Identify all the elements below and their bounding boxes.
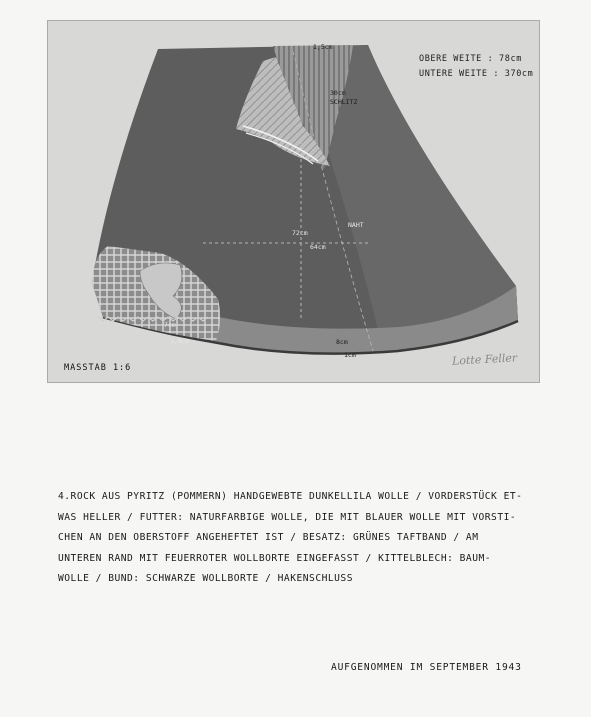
caption-line: UNTEREN RAND MIT FEUERROTER WOLLBORTE EINGEFASST / KITTELBLECH: BAUM- xyxy=(58,552,492,564)
hem-border-measure: 1cm xyxy=(344,351,356,359)
seam-label: NAHT xyxy=(348,221,364,229)
upper-width-label: OBERE WEITE : 78cm xyxy=(419,54,522,64)
caption-line: 4.ROCK AUS PYRITZ (POMMERN) HANDGEWEBTE DUNKELLILA WOLLE / VORDERSTÜCK ET- xyxy=(58,491,523,502)
caption-line: WOLLE / BUND: SCHWARZE WOLLBORTE / HAKENSCHLUSS xyxy=(58,573,353,584)
skirt-illustration-plate xyxy=(47,20,540,383)
description-caption xyxy=(58,487,558,590)
hem-band-measure: 8cm xyxy=(336,338,348,346)
recorded-date: AUFGENOMMEN IM SEPTEMBER 1943 xyxy=(331,662,522,673)
waist-measure: 1,5cm xyxy=(313,43,333,51)
side-length-measure: 64cm xyxy=(310,243,326,251)
front-length-measure: 72cm xyxy=(292,229,308,237)
slit-label: SCHLITZ xyxy=(330,98,358,106)
caption-line: WAS HELLER / FUTTER: NATURFARBIGE WOLLE, DIE MIT BLAUER WOLLE MIT VORSTI- xyxy=(58,511,517,523)
artist-signature: Lotte Feller xyxy=(451,351,518,368)
slit-measure: 30cm xyxy=(330,89,346,97)
caption-line: CHEN AN DEN OBERSTOFF ANGEHEFTET IST / BESATZ: GRÜNES TAFTBAND / AM xyxy=(58,532,479,543)
scale-label: MASSTAB 1:6 xyxy=(64,363,132,373)
lower-width-label: UNTERE WEITE : 370cm xyxy=(419,69,534,79)
left-hem-band-measure: 7cm xyxy=(164,321,176,329)
left-hem-border-measure: 1,8cm xyxy=(170,337,190,345)
